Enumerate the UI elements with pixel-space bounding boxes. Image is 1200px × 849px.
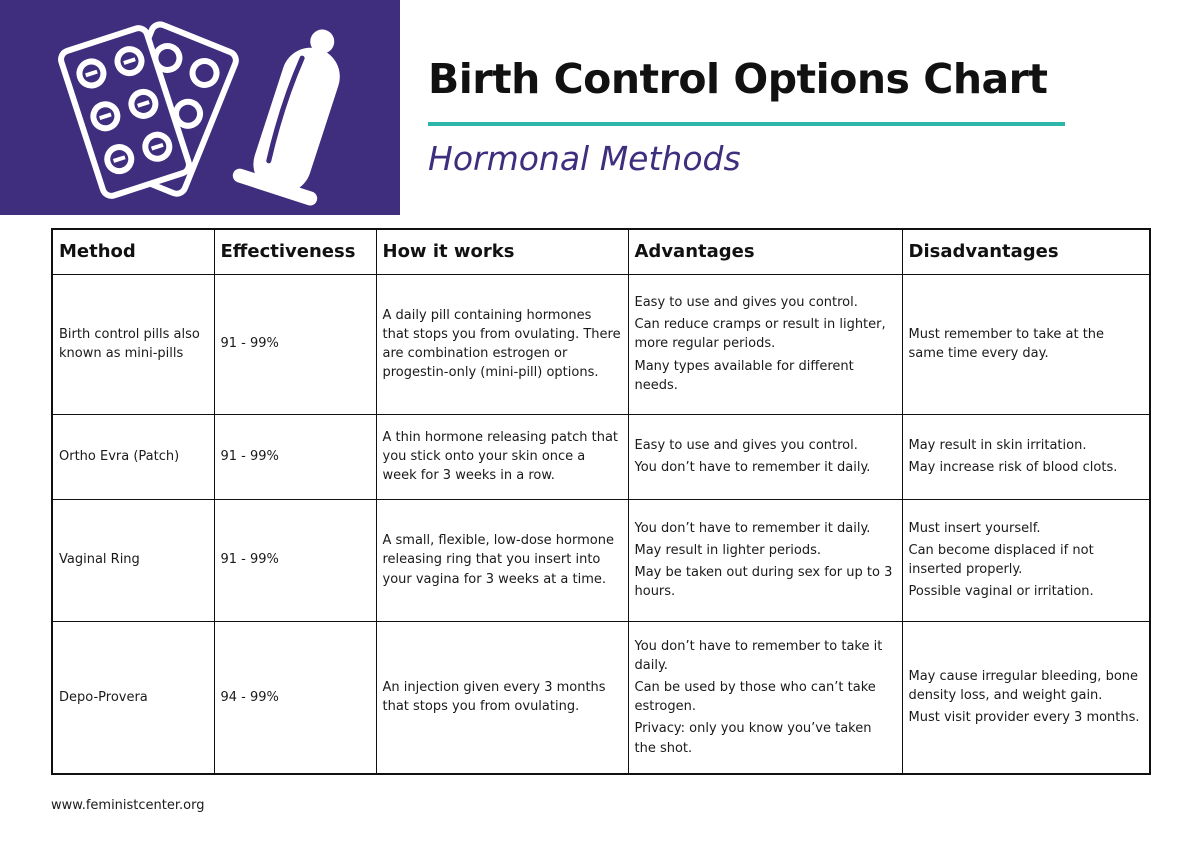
disadvantages-cell [902,621,1150,774]
page-title: Birth Control Options Chart [428,55,1048,103]
disadvantage-item: Must insert yourself. [908,520,1041,536]
advantage-item: Privacy: only you know you’ve taken the shot. [634,721,872,756]
disadvantage-item: Can become displaced if not inserted properly. [908,542,1094,577]
effectiveness-cell: 91 - 99% [214,499,376,621]
table-header-row [52,229,1150,274]
advantages-cell [628,274,902,414]
birth-control-table [51,228,1151,775]
advantage-item: Can reduce cramps or result in lighter, more regular periods. [634,317,886,352]
method-cell: Birth control pills also known as mini-pills [52,274,214,414]
disadvantage-item: Must remember to take at the same time every day. [908,326,1105,361]
pill-pack-icon [59,22,239,198]
method-cell: Ortho Evra (Patch) [52,414,214,499]
title-underline [428,122,1065,126]
table-row [52,621,1150,774]
banner-illustration [0,0,400,215]
condom-icon [231,17,368,208]
advantage-item: May be taken out during sex for up to 3 hours. [634,565,893,600]
header-advantages: Advantages [628,229,902,274]
disadvantages-cell [902,414,1150,499]
advantage-item: May result in lighter periods. [634,542,822,558]
disadvantage-item: May cause irregular bleeding, bone density loss, and weight gain. [908,668,1139,704]
header-method: Method [52,229,214,274]
advantage-item: Easy to use and gives you control. [634,294,858,310]
disadvantage-item: May result in skin irritation. [908,437,1087,453]
how-it-works-cell: A daily pill containing hormones that stops you from ovulating. There are combination estrogen or progestin-only (mini-pill) options. [376,274,628,414]
disadvantages-cell [902,274,1150,414]
how-it-works-cell: A small, flexible, low-dose hormone releasing ring that you insert into your vagina for 3 weeks at a time. [376,499,628,621]
advantages-cell [628,414,902,499]
table-row [52,414,1150,499]
header-disadvantages: Disadvantages [902,229,1150,274]
effectiveness-cell: 91 - 99% [214,414,376,499]
table-row [52,274,1150,414]
advantage-item: Can be used by those who can’t take estrogen. [634,680,876,715]
disadvantages-cell [902,499,1150,621]
footer-website: www.feministcenter.org [51,798,205,813]
advantage-item: You don’t have to remember it daily. [634,460,871,475]
header-how-it-works: How it works [376,229,628,274]
disadvantage-item: Possible vaginal or irritation. [908,584,1094,600]
advantage-item: Easy to use and gives you control. [634,437,858,453]
advantage-item: Many types available for different needs. [634,358,854,393]
advantage-item: You don’t have to remember it daily. [634,520,871,536]
table-row [52,499,1150,621]
page-subtitle: Hormonal Methods [428,139,741,178]
advantages-cell [628,499,902,621]
advantage-item: You don’t have to remember to take it daily. [634,638,883,673]
method-cell: Vaginal Ring [52,499,214,621]
effectiveness-cell: 91 - 99% [214,274,376,414]
disadvantage-item: Must visit provider every 3 months. [908,710,1140,726]
effectiveness-cell: 94 - 99% [214,621,376,774]
how-it-works-cell: A thin hormone releasing patch that you stick onto your skin once a week for 3 weeks in a row. [376,414,628,499]
disadvantage-item: May increase risk of blood clots. [908,460,1118,475]
how-it-works-cell: An injection given every 3 months that stops you from ovulating. [376,621,628,774]
header-banner [0,0,400,215]
method-cell: Depo-Provera [52,621,214,774]
advantages-cell [628,621,902,774]
header-effectiveness: Effectiveness [214,229,376,274]
